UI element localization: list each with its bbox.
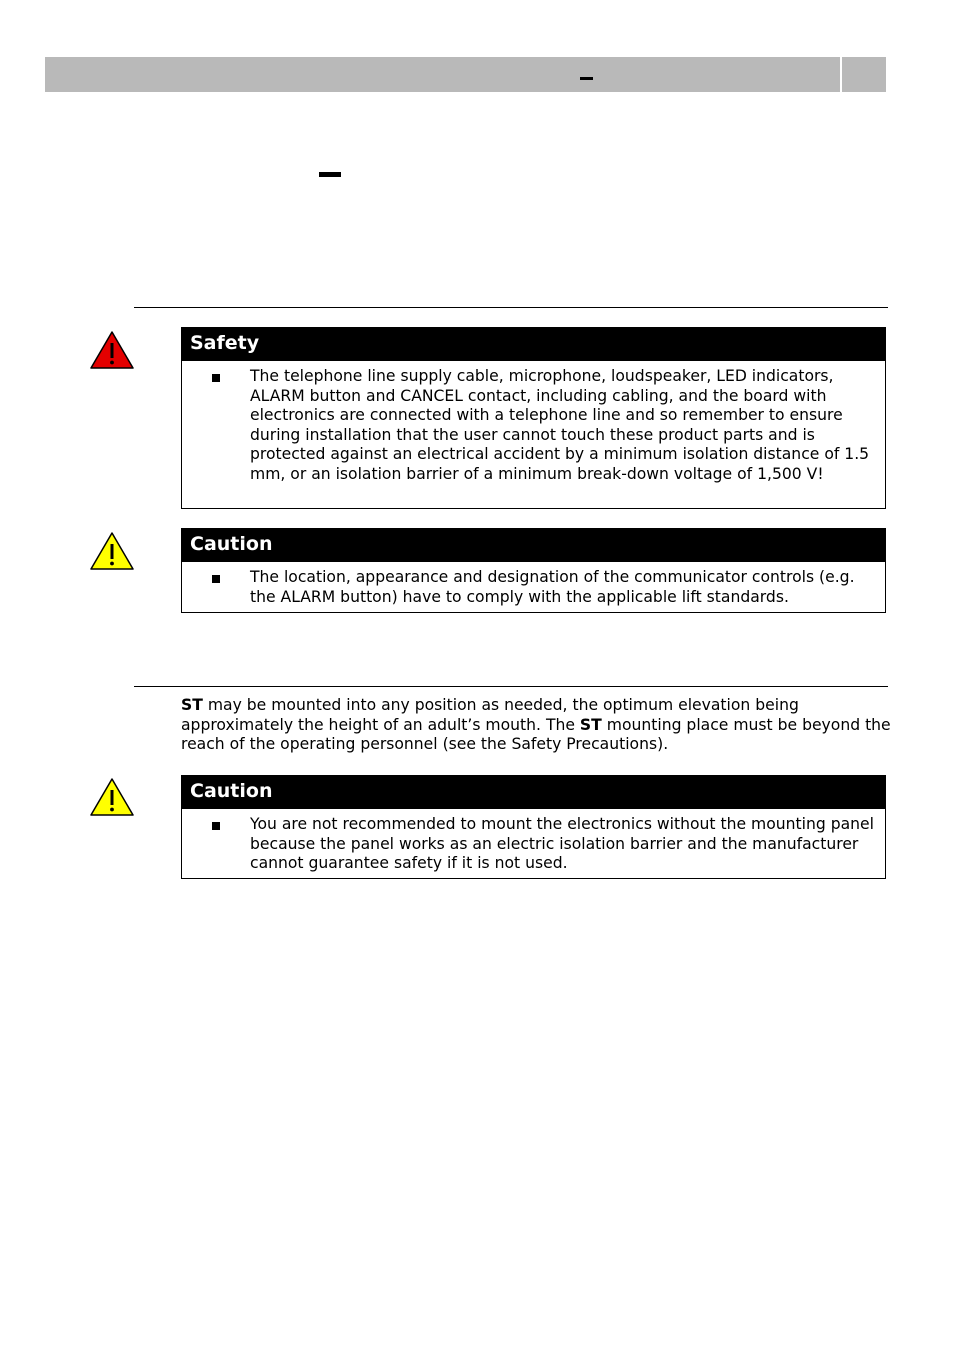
caution-box — [181, 775, 886, 879]
caution-item: The location, appearance and designation of the communicator controls (e.g. the ALARM button) have to comply with the applicable lift standards. — [250, 568, 855, 606]
bullet-square-icon — [212, 822, 220, 830]
safety-list — [182, 361, 885, 490]
bullet-square-icon — [212, 374, 220, 382]
safety-box — [181, 327, 886, 509]
mounting-text: mounting place must be beyond the reach of the operating personnel (see the Safety Precautions). — [181, 715, 891, 754]
warning-triangle-yellow-icon — [89, 777, 135, 817]
safety-item: The telephone line supply cable, microphone, loudspeaker, LED indicators, ALARM button and CANCEL contact, including cabling, and the board with electronics are connected with a telephone line and so remember to ensure during installation that the user cannot touch these product parts and is protected against an electrical accident by a minimum isolation distance of 1.5 mm, or an isolation barrier of a minimum break-down voltage of 1,500 V! — [250, 367, 870, 483]
caution-list — [182, 809, 885, 880]
page-header-bar — [45, 57, 886, 92]
mounting-text: may be mounted into any position as needed, the optimum elevation being approximately the height of an adult’s mouth. The — [181, 696, 799, 734]
header-dash — [580, 77, 593, 80]
safety-heading: Safety — [182, 328, 885, 361]
mounting-paragraph — [181, 696, 891, 755]
warning-triangle-red-icon — [89, 330, 135, 370]
caution-item: You are not recommended to mount the electronics without the mounting panel because the panel works as an electric isolation barrier and the manufacturer cannot guarantee safety if it is not used. — [250, 815, 874, 872]
section-rule — [134, 686, 888, 687]
chapter-title-dash — [319, 172, 341, 177]
caution-heading: Caution — [182, 776, 885, 809]
product-name: ST — [579, 715, 602, 734]
section-rule — [134, 307, 888, 308]
header-separator — [840, 57, 842, 92]
caution-list — [182, 562, 885, 613]
caution-heading: Caution — [182, 529, 885, 562]
product-name: ST — [181, 696, 203, 714]
warning-triangle-yellow-icon — [89, 531, 135, 571]
caution-box — [181, 528, 886, 613]
bullet-square-icon — [212, 575, 220, 583]
